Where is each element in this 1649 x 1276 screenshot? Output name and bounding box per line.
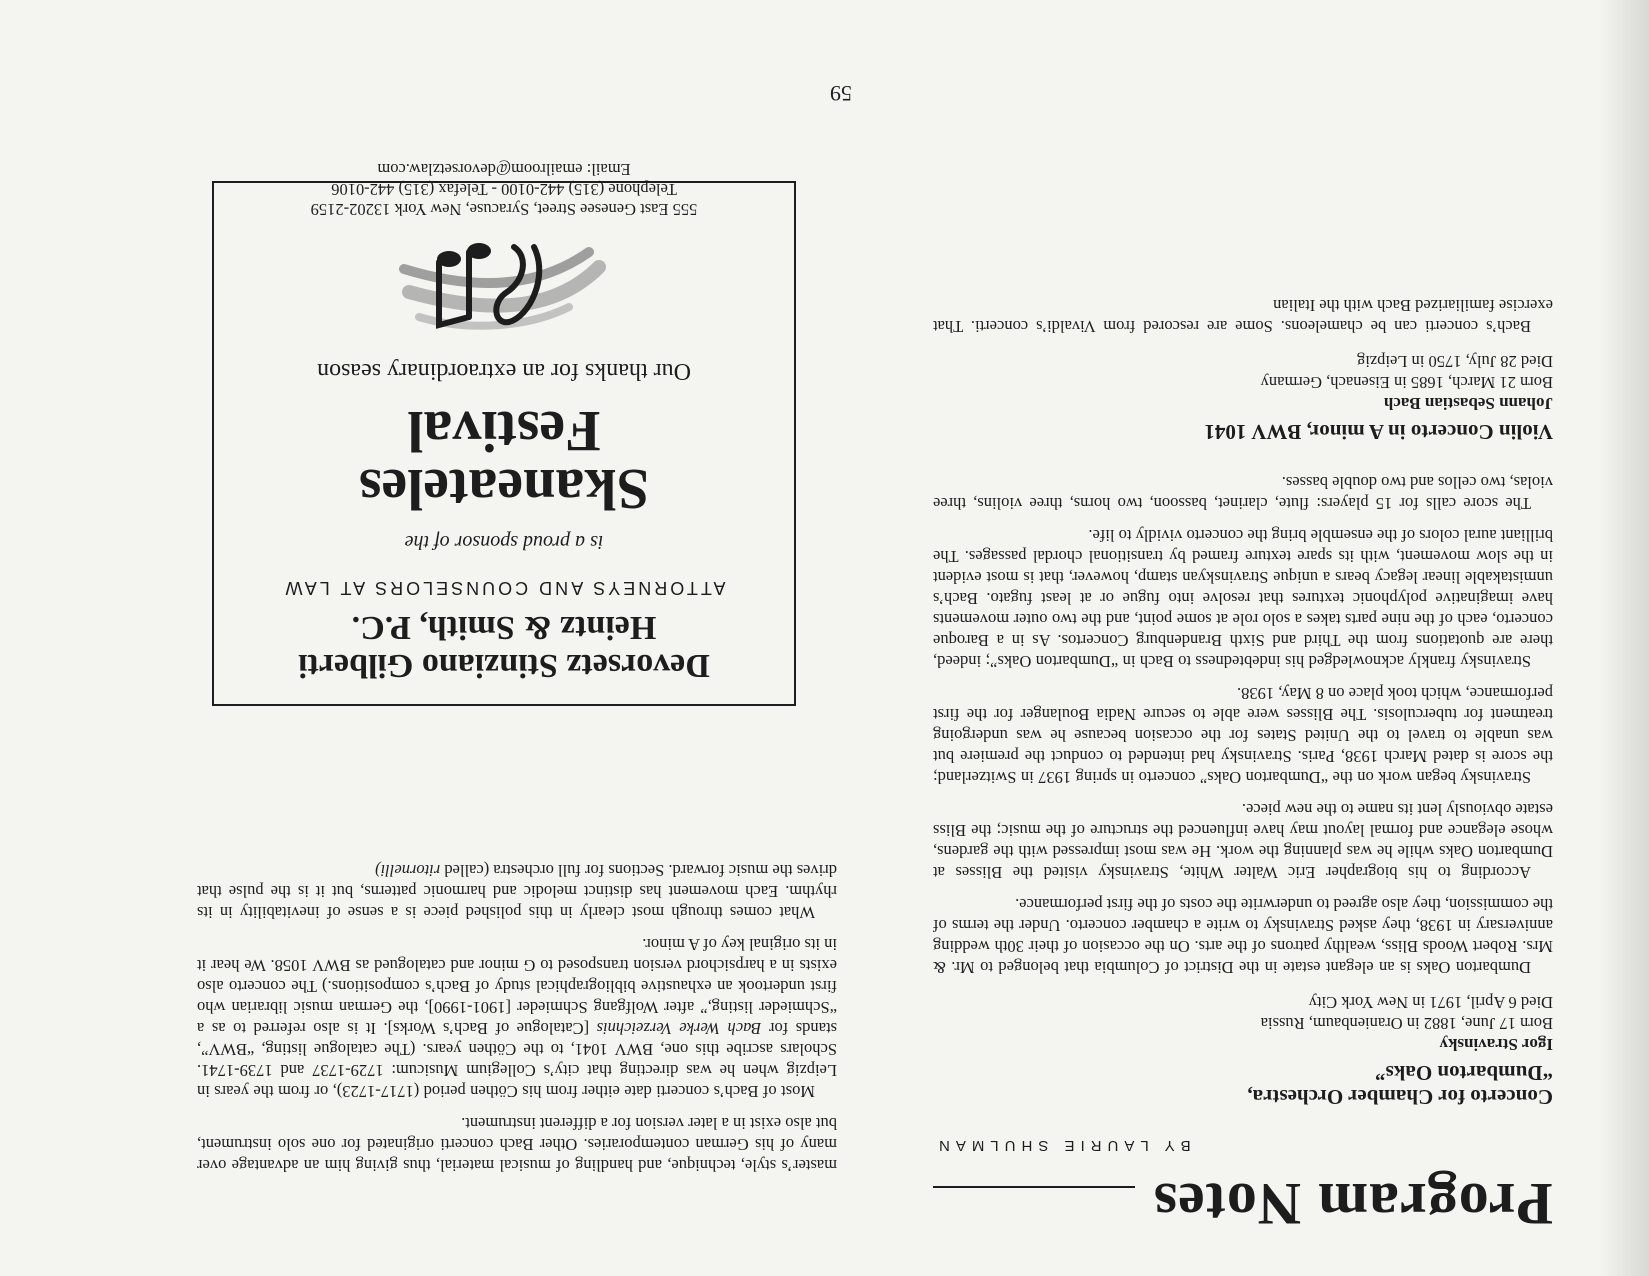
page-number: 59 — [830, 81, 852, 106]
piece2-paragraph-2 — [197, 934, 837, 1102]
piece1-title — [933, 1061, 1553, 1109]
byline: BY LAURIE SHULMAN — [933, 1137, 1191, 1154]
piece2-born: Born 21 March, 1685 in Eisenach, Germany — [1260, 373, 1553, 392]
piece2-continuation: master’s style, technique, and handling of musical material, thus giving him an advantage over many of his German contemporaries. Other Bach concerti originated for one solo instrument, but also exist in a later version for a different instrument. — [197, 1114, 837, 1175]
sponsor-line: is a proud sponsor of the — [404, 531, 604, 553]
piece1-title-line2: “Dumbarton Oaks” — [1375, 1061, 1553, 1085]
left-column — [933, 284, 1553, 1236]
festival-name — [214, 399, 794, 522]
piece1-paragraph: The score calls for 15 players: flute, clarinet, bassoon, two horns, three violins, three violas, two cellos and two double basses. — [933, 473, 1553, 513]
piece2-paragraph-start: Bach’s concerti can be chameleons. Some are rescored from Vivaldi’s concerti. That exercise familiarized Bach with the Italian — [933, 296, 1553, 336]
piece1-composer: Igor Stravinsky — [1439, 1035, 1553, 1054]
piece1-paragraph: Stravinsky frankly acknowledged his indebtedness to Bach in “Dumbarton Oaks”; indeed, there are quotations from the Third and Sixth Brandenburg Concertos. As in a Baroque concerto, each of the nine parts takes a solo role at some point, and the two outer movements have imaginative polyphonic textures that resolve into fugue or at least fugato. Bach’s unmistakable linear legacy bears a unique Stravinskyan stamp, however, that is most evident in the slow movement, with its spare texture framed by transitional chordal passages. The brilliant aural colors of the ensemble bring the concerto vividly to life. — [933, 526, 1553, 671]
piece2-p2-rest: [Catalogue of Bach’s Works]. It is also referred to as a “Schmieder listing,” after Wolfgang Schmieder [1901-1990], the German music librarian who first undertook an exhaustive bibliographical study of Bach’s compositions.) The concerto also exists in a harpsichord version transposed to G minor and catalogued as BWV 1058. We hear it in its original key of A minor. — [196, 935, 837, 1038]
page-title — [933, 1172, 1553, 1236]
phone-line: Telephone (315) 442-0100 - Telefax (315) 442-0106 — [331, 180, 677, 199]
piece1-born: Born 17 June, 1882 in Oranienbaum, Russia — [1260, 1014, 1553, 1033]
right-column — [197, 849, 837, 1176]
page-title-text: Program Notes — [1152, 1171, 1553, 1237]
sponsor-ad — [212, 160, 796, 706]
piece2-p2-italic: Bach Werke Verzeichnis — [596, 1019, 762, 1038]
festival-name-line1: Skaneateles — [359, 457, 649, 522]
piece2-died: Died 28 July, 1750 in Leipzig — [1357, 352, 1553, 371]
title-rule — [933, 1186, 1135, 1188]
piece1-bio — [933, 992, 1553, 1034]
piece1-title-line1: Concerto for Chamber Orchestra, — [1247, 1085, 1553, 1109]
firm-name — [214, 608, 794, 684]
binding-shadow — [1599, 0, 1649, 1276]
piece1-paragraph: Dumbarton Oaks is an elegant estate in the District of Columbia that belonged to Mr. & Mrs. Robert Woods Bliss, wealthy patrons of the arts. On the occasion of their 30th wedding anniversary in 1938, they asked Stravinsky to write a chamber concerto. Under the terms of the commission, they also agreed to underwrite the costs of the first performance. — [933, 895, 1553, 977]
music-notes-logo-icon — [379, 227, 629, 347]
piece2-paragraph-3 — [197, 860, 837, 923]
piece1-paragraph: According to his biographer Eric Walter White, Stravinsky visited the Blisses at Dumbarton Oaks while he was planning the work. He was most impressed with the gardens, whose elegance and formal layout may have influenced the structure of the music; the Bliss estate obviously lent its name to the new piece. — [933, 800, 1553, 882]
piece2-title: Violin Concerto in A minor, BWV 1041 — [1204, 420, 1553, 444]
firm-address — [214, 159, 794, 219]
address-line: 555 East Genesee Street, Syracuse, New York 13202-2159 — [310, 200, 698, 219]
festival-name-line2: Festival — [407, 399, 601, 464]
piece1-paragraph: Stravinsky began work on the “Dumbarton Oaks” concerto in spring 1937 in Switzerland; the score is dated March 1938, Paris. Stravinsky had intended to conduct the premiere but was unable to travel to the United States for the occasion because he was undergoing treatment for tuberculosis. The Blisses were able to secure Nadia Boulanger for the first performance, which took place on 8 May, 1938. — [933, 684, 1553, 787]
piece2-p2-text: Most of Bach’s concerti date either from his Cöthen period (1717-1723), or from the years in Leipzig when he was directing that city’s Collegium Musicum: 1729-1737 and 1739-1741. Scholars ascribe this one, BWV 1041, to the Cöthen years. (The catalogue listing, “BWV”, stands for — [197, 1019, 837, 1101]
firm-name-line2: Heintz & Smith, P.C. — [351, 609, 657, 646]
piece2-p3-text: What comes through most clearly in this polished piece is a sense of inevitability in its rhythm. Each movement has distinct melodic and harmonic patterns, but it is the pulse that drives the music forward. Sections for full orchestra (called — [197, 861, 837, 922]
firm-name-line1: Devorsetz Stinziano Gilberti — [298, 647, 710, 684]
piece2-p3-italic: ritornelli) — [375, 861, 441, 880]
email-line: Email: emailroom@devorsetzlaw.com — [377, 160, 631, 179]
piece2-bio — [933, 351, 1553, 393]
thanks-line: Our thanks for an extraordinary season — [317, 358, 691, 384]
piece2-composer: Johann Sebastian Bach — [1383, 394, 1553, 413]
firm-subtitle: ATTORNEYS AND COUNSELORS AT LAW — [282, 578, 726, 598]
piece1-died: Died 6 April, 1971 in New York City — [1308, 993, 1553, 1012]
